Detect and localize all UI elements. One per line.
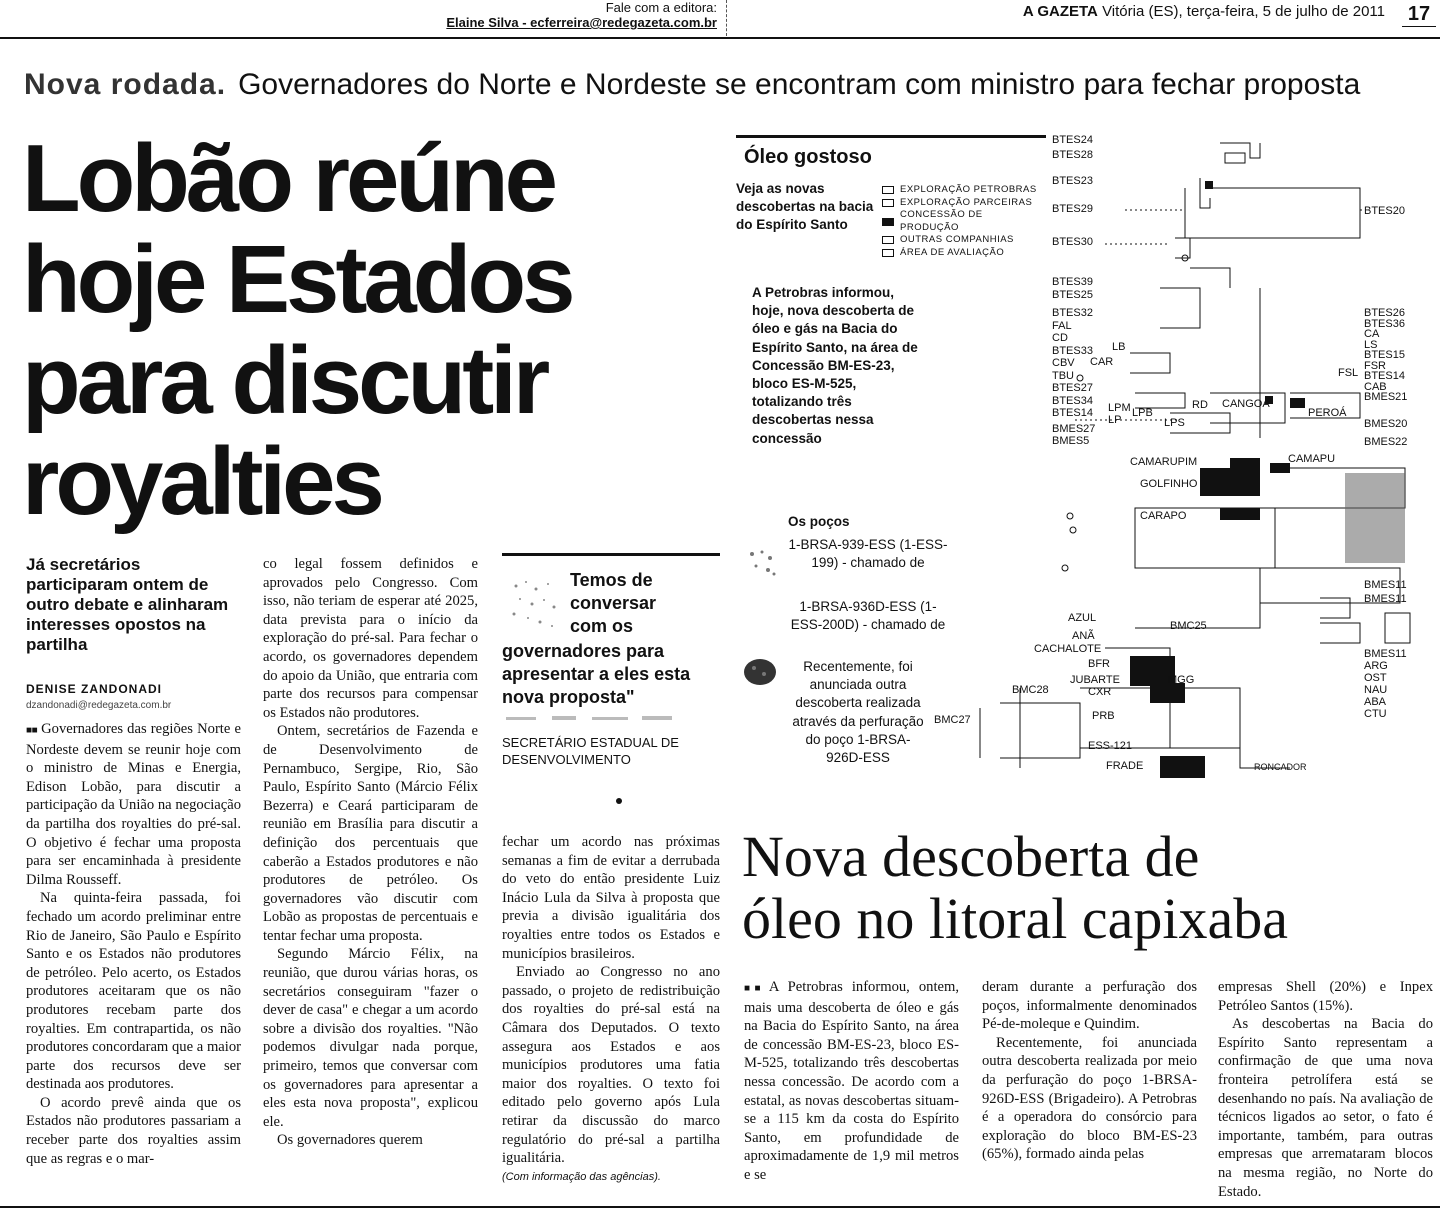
map-labels-top — [1052, 133, 1093, 163]
infographic-intro: Veja as novas descobertas na bacia do Espírito Santo — [736, 181, 874, 232]
map-label: BTES39 — [1052, 276, 1093, 288]
map-label: BMES11 — [1364, 648, 1407, 660]
headline-line: para discutir — [22, 327, 547, 434]
second-headline: Nova descoberta de óleo no litoral capixaba — [742, 824, 1288, 951]
paragraph: ■■ Governadores das regiões Norte e Nordeste devem se reunir hoje com o ministro de Minas e Energia, Edison Lobão, para discutir a participação da União na negociação da partilha dos royalties do pré-sal. O objetivo é fechar uma proposta para ser encaminhada à presidente Dilma Rousseff. — [26, 721, 241, 888]
section-rubric — [24, 68, 1424, 102]
paragraph: co legal fossem definidos e aprovados pelo Congresso. Com isso, não teriam de esperar até 2025, data prevista para o início da exploração do pré-sal. Para fechar o acordo, os governadores dependem do apoio da União, que entraria com parte dos recursos para compensar os Estados não produtores. — [263, 556, 478, 721]
map-label: CD — [1052, 332, 1068, 344]
map-label: BTES25 — [1052, 288, 1093, 301]
map-label: CANGOA — [1222, 398, 1270, 410]
ink-dot — [616, 798, 622, 804]
infographic-title: Óleo gostoso — [744, 146, 872, 168]
map-label: ABA — [1364, 696, 1387, 708]
byline-email[interactable]: dzandonadi@redegazeta.com.br — [26, 700, 172, 711]
map-label: PRB — [1092, 710, 1115, 722]
map-label: BTES14 — [1364, 370, 1405, 382]
legend-item: EXPLORAÇÃO PARCEIRAS — [882, 197, 1042, 210]
paragraph: fechar um acordo nas próximas semanas a fim de evitar a derrubada do veto do então presidente Luiz Inácio Lula da Silva à proposta que previa a divisão igualitária dos royalties entre todos os Estados e municípios brasileiros. — [502, 834, 720, 962]
map-label: BMES22 — [1364, 436, 1408, 448]
paragraph: empresas Shell (20%) e Inpex Petróleo Santos (15%). — [1218, 979, 1433, 1014]
map-label: CAB — [1364, 380, 1387, 393]
map-label: BTES23 — [1052, 175, 1093, 187]
quote-portrait-icon — [506, 574, 564, 636]
legend-item: EXPLORAÇÃO PETROBRAS — [882, 184, 1042, 197]
second-column-2 — [982, 978, 1197, 1164]
map-label: CBV — [1052, 357, 1075, 369]
pull-quote-rest: governadores para apresentar a eles esta nova proposta" — [502, 641, 691, 707]
main-headline — [22, 125, 702, 535]
well-item: 1-BRSA-936D-ESS (1-ESS-200D) - chamado de — [790, 599, 946, 633]
byline: DENISE ZANDONADI — [26, 682, 163, 696]
map-label: BFR — [1088, 658, 1110, 670]
map-label: BTES26 — [1364, 307, 1405, 319]
dateline: Vitória (ES), terça-feira, 5 de julho de 2011 — [1102, 3, 1385, 20]
map-label: BMES5 — [1052, 435, 1090, 447]
map-label: CARAPO — [1140, 510, 1187, 522]
map-label: BMES11 — [1364, 579, 1407, 591]
editor-contact: Fale com a editora: Elaine Silva - ecferreira@redegazeta.com.br — [412, 0, 717, 30]
headline-line: royalties — [22, 428, 381, 535]
legend-swatch — [882, 249, 894, 257]
article-column-2 — [263, 555, 478, 1150]
map-label: BMES11 — [1364, 593, 1407, 605]
map-label: BTES28 — [1052, 149, 1093, 161]
article-column-3 — [502, 833, 720, 1186]
wells-title: Os poços — [788, 514, 850, 529]
header-rule — [0, 37, 1440, 39]
map-label: BTES15 — [1364, 349, 1405, 361]
map-label: RONCADOR — [1254, 762, 1307, 772]
infographic-info: A Petrobras informou, hoje, nova descoberta de óleo e gás na Bacia do Espírito Santo, na área de Concessão BM-ES-23, bloco ES-M-525, totalizando três descobertas nessa concessão — [752, 285, 918, 446]
map-label: BMES21 — [1364, 391, 1408, 403]
paragraph: Ontem, secretários de Fazenda e de Desenvolvimento de Pernambuco, Sergipe, Rio, São Paulo, Espírito Santo (Márcio Félix Bezerra) e Ceará participaram de reunião em Brasília para discutir a definição dos percentuais que caberão a Estados produtores e não produtores de petróleo. Os governadores vão discutir com Lobão as propostas de percentuais e tentar fechar uma proposta. — [263, 723, 478, 944]
headline-line: hoje Estados — [22, 226, 572, 333]
map-label: FRADE — [1106, 760, 1144, 772]
map-label: BTES14 — [1052, 407, 1093, 419]
legend-item: CONCESSÃO DE PRODUÇÃO — [882, 209, 1042, 234]
legend-swatch — [882, 236, 894, 244]
map-label: TBU — [1052, 369, 1074, 382]
legend-item: OUTRAS COMPANHIAS — [882, 234, 1042, 247]
map-label: BTES29 — [1052, 203, 1093, 215]
map-label: JUBARTE — [1070, 674, 1120, 686]
map-label: LPB — [1132, 407, 1153, 419]
map-label: MGG — [1168, 674, 1195, 686]
map-label: RD — [1192, 399, 1208, 411]
map-label: BTES30 — [1052, 236, 1093, 248]
map-label: BTES24 — [1052, 134, 1093, 146]
map-label: CA — [1364, 328, 1380, 340]
map-label: AZUL — [1068, 612, 1097, 624]
article-column-1 — [26, 720, 241, 1168]
map-label: BTES32 — [1052, 307, 1093, 319]
map-labels-right — [1364, 308, 1407, 403]
map-label: LPS — [1164, 417, 1185, 429]
map-label: ARG — [1364, 660, 1388, 672]
paragraph: Segundo Márcio Félix, na reunião, que durou várias horas, os secretários conseguiram "fazer o dever de casa" e chegar a um acordo sobre a divisão dos royalties. "Não podemos divulgar nada porque, primeiro, temos que conversar com os governadores para apresentar a eles esta nova proposta", explicou ele. — [263, 946, 478, 1130]
map-label: LB — [1112, 341, 1126, 353]
quote-attribution: SECRETÁRIO ESTADUAL DE DESENVOLVIMENTO — [502, 735, 679, 767]
map-label: BTES34 — [1052, 394, 1093, 407]
map-label: BMES20 — [1364, 418, 1408, 430]
map-label: CACHALOTE — [1034, 643, 1102, 655]
article-credit: (Com informação das agências). — [502, 1170, 661, 1183]
map-label: ESS-121 — [1088, 740, 1133, 752]
story-deck: Já secretários participaram ontem de outro debate e alinharam interesses opostos na partilha — [26, 555, 229, 654]
paragraph: As descobertas na Bacia do Espírito Santo representam a confirmação de que uma nova fronteira petrolífera está se desenhando no país. Na avaliação de técnicos ligados ao setor, o fato é importante, também, para outras empresas que arremataram blocos na mesma região, no Norte do Estado. — [1218, 1016, 1433, 1200]
pe-de-moleque-icon — [744, 546, 780, 580]
editor-email[interactable]: ecferreira@redegazeta.com.br — [530, 15, 717, 30]
map-label: BTES33 — [1052, 344, 1093, 357]
dateline-block — [1000, 3, 1385, 20]
editor-name: Elaine Silva — [446, 15, 519, 30]
map-label: FAL — [1052, 319, 1072, 332]
map-label-layer — [930, 128, 1440, 788]
page-number: 17 — [1402, 3, 1436, 27]
map-label: CAMAPU — [1288, 453, 1336, 465]
well-item: 1-BRSA-939-ESS (1-ESS-199) - chamado de — [788, 537, 948, 571]
paragraph: Os governadores querem — [277, 1132, 423, 1149]
map-label: BMC25 — [1170, 620, 1207, 632]
map-labels-left — [1052, 276, 1095, 448]
bullet-marker: ■■ — [26, 725, 38, 736]
map-labels-fields — [1364, 648, 1407, 720]
map-label: LPM — [1108, 402, 1131, 414]
paragraph: deram durante a perfuração dos poços, informalmente denominados Pé-de-moleque e Quindim. — [982, 979, 1197, 1033]
map-label: BTES20 — [1364, 205, 1405, 217]
map-label: FSL — [1338, 367, 1359, 379]
map-label: ANÃ — [1072, 630, 1095, 642]
well-item: Recentemente, foi anunciada outra descoberta realizada através da perfuração do poço 1-BRSA-926D-ESS — [792, 659, 924, 766]
map-label: LS — [1364, 338, 1378, 351]
legend-swatch — [882, 199, 894, 207]
map-label: CXR — [1088, 686, 1112, 698]
paragraph: ■■ A Petrobras informou, ontem, mais uma descoberta de óleo e gás na Bacia do Espírito Santo, na área de concessão BM-ES-23, bloco ES-M-525, totalizando três descobertas nessa concessão. De acordo com a estatal, as novas descobertas situam-se a 115 km da costa do Espírito Santo, em profundidade de aproximadamente de 1,9 mil metros e se — [744, 979, 959, 1183]
map-labels-bmes11 — [1364, 578, 1407, 606]
contact-label: Fale com a editora: — [605, 0, 717, 15]
map-label: CAMARUPIM — [1130, 456, 1198, 468]
map-label: BMC28 — [1012, 684, 1049, 696]
map-label: OST — [1364, 672, 1387, 684]
map-label: CTU — [1364, 708, 1387, 720]
paragraph: Na quinta-feira passada, foi fechado um acordo preliminar entre Rio de Janeiro, São Paulo e Espírito Santo e os Estados não produtores de petróleo. Pelo acerto, os Estados produtores aceitaram que os não produtores recebam parte dos royalties. Em contrapartida, os não produtores concordaram que a maior parte dos recursos deve ser destinada aos produtores. — [26, 890, 241, 1093]
smudge-mark — [502, 712, 682, 726]
map-label: PEROÁ — [1308, 407, 1347, 419]
brigadeiro-icon — [742, 656, 778, 688]
legend-swatch — [882, 218, 894, 226]
map-label: BTES36 — [1364, 317, 1405, 330]
map-label: GOLFINHO — [1140, 478, 1198, 490]
second-column-1 — [744, 978, 959, 1185]
map-label: LP — [1108, 414, 1122, 426]
paper-name: A GAZETA — [1022, 3, 1098, 20]
rubric-text: Governadores do Norte e Nordeste se encontram com ministro para fechar proposta — [238, 68, 1361, 101]
legend-swatch — [882, 186, 894, 194]
header-divider — [726, 0, 728, 36]
map-label: BMES27 — [1052, 422, 1096, 435]
map-label: BMC27 — [934, 714, 971, 726]
second-column-3 — [1218, 978, 1433, 1201]
map-label: BTES27 — [1052, 382, 1093, 394]
map-label: NAU — [1364, 684, 1388, 696]
map-label: CAR — [1090, 356, 1114, 368]
rubric-kicker: Nova rodada. — [24, 68, 227, 101]
bullet-marker: ■■ — [744, 983, 765, 994]
headline-line: Lobão reúne — [22, 125, 555, 232]
paragraph: O acordo prevê ainda que os Estados não produtores passariam a receber parte dos royalties assim que as regras e o mar- — [26, 1094, 241, 1167]
map-label: FSR — [1364, 359, 1386, 372]
footer-rule — [0, 1206, 1440, 1208]
pull-quote-top: Temos de conversar com os — [570, 570, 657, 636]
quote-rule — [502, 553, 720, 556]
paragraph: Recentemente, foi anunciada outra descoberta realizada por meio da perfuração do poço 1-BRSA-926D-ESS (Brigadeiro). A Petrobras é a operadora do consórcio para exploração do bloco BM-ES-23 (65%), formado ainda pelas — [982, 1034, 1197, 1163]
legend-item: ÁREA DE AVALIAÇÃO — [882, 247, 1042, 260]
paragraph: Enviado ao Congresso no ano passado, o projeto de redistribuição dos royalties do pré-sal está na Câmara dos Deputados. O texto assegura aos Estados e aos municípios produtores uma fatia maior dos royalties. O texto foi editado pelo governo após Lula retirar da discussão do marco regulatório do pré-sal a partilha igualitária. — [502, 964, 720, 1167]
